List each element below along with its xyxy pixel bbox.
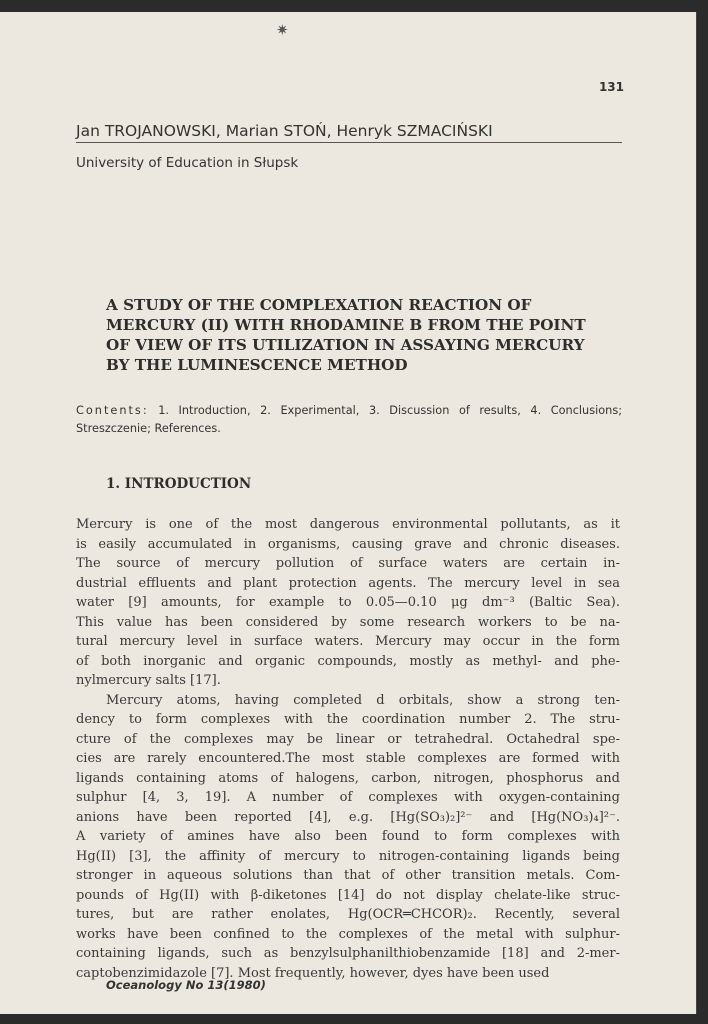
text-line: captobenzimidazole [7]. Most frequently, however, dyes have been used — [76, 965, 550, 981]
text-line: Hg(II) [3], the affinity of mercury to nitrogen-containing ligands being — [76, 848, 620, 864]
text-line: cture of the complexes may be linear or tetrahedral. Octahedral spe- — [76, 731, 620, 747]
text-line: dustrial effluents and plant protection agents. The mercury level in sea — [76, 575, 620, 591]
affiliation: University of Education in Słupsk — [76, 155, 299, 171]
table-of-contents — [76, 402, 622, 438]
title-line: BY THE LUMINESCENCE METHOD — [106, 356, 408, 374]
text-line: sulphur [4, 3, 19]. A number of complexes with oxygen-containing — [76, 790, 620, 805]
paragraph — [76, 515, 620, 691]
text-line: tural mercury level in surface waters. Mercury may occur in the form — [76, 634, 620, 649]
body-text — [76, 515, 620, 983]
text-line: The source of mercury pollution of surface waters are certain in- — [76, 556, 620, 571]
text-line: of both inorganic and organic compounds, mostly as methyl- and phe- — [76, 653, 620, 669]
text-line: works have been confined to the complexes of the metal with sulphur- — [76, 926, 620, 942]
text-line: Mercury is one of the most dangerous environmental pollutants, as it — [76, 517, 620, 532]
document-page — [0, 12, 697, 1014]
ink-stain: ✷ — [276, 21, 289, 39]
paragraph — [76, 691, 620, 984]
contents-text: 1. Introduction, 2. Experimental, 3. Discussion of results, 4. Conclusions; Streszczenie; References. — [76, 404, 623, 435]
text-line: pounds of Hg(II) with β-diketones [14] do not display chelate-like struc- — [76, 887, 620, 903]
text-line: nylmercury salts [17]. — [76, 673, 221, 688]
text-line: anions have been reported [4], e.g. [Hg(SO₃)₂]²⁻ and [Hg(NO₃)₄]²⁻. — [76, 809, 620, 825]
section-heading: 1. INTRODUCTION — [106, 476, 252, 492]
title-line: OF VIEW OF ITS UTILIZATION IN ASSAYING MERCURY — [106, 336, 585, 354]
journal-footer: Oceanology No 13(1980) — [106, 978, 266, 992]
text-line: containing ligands, such as benzylsulphanilthiobenzamide [18] and 2-mer- — [76, 946, 620, 961]
text-line: tures, but are rather enolates, Hg(OCR═CHCOR)₂. Recently, several — [76, 907, 620, 922]
text-line: stronger in aqueous solutions than that of other transition metals. Com- — [76, 868, 620, 883]
text-line: dency to form complexes with the coordination number 2. The stru- — [76, 712, 620, 727]
article-title — [106, 295, 626, 375]
title-line: MERCURY (II) WITH RHODAMINE B FROM THE POINT — [106, 316, 586, 334]
text-line: is easily accumulated in organisms, causing grave and chronic diseases. — [76, 536, 620, 552]
contents-label: Contents: — [76, 404, 149, 417]
authors-line: Jan TROJANOWSKI, Marian STOŃ, Henryk SZMACIŃSKI — [76, 122, 622, 143]
text-line: Mercury atoms, having completed d orbitals, show a strong ten- — [106, 692, 620, 708]
text-line: cies are rarely encountered.The most stable complexes are formed with — [76, 751, 620, 766]
text-line: water [9] amounts, for example to 0.05—0.10 μg dm⁻³ (Baltic Sea). — [76, 595, 620, 610]
text-line: A variety of amines have also been found to form complexes with — [76, 829, 620, 844]
title-line: A STUDY OF THE COMPLEXATION REACTION OF — [106, 296, 532, 314]
page-number: 131 — [598, 80, 624, 94]
text-line: ligands containing atoms of halogens, carbon, nitrogen, phosphorus and — [76, 770, 620, 786]
text-line: This value has been considered by some research workers to be na- — [76, 614, 620, 630]
